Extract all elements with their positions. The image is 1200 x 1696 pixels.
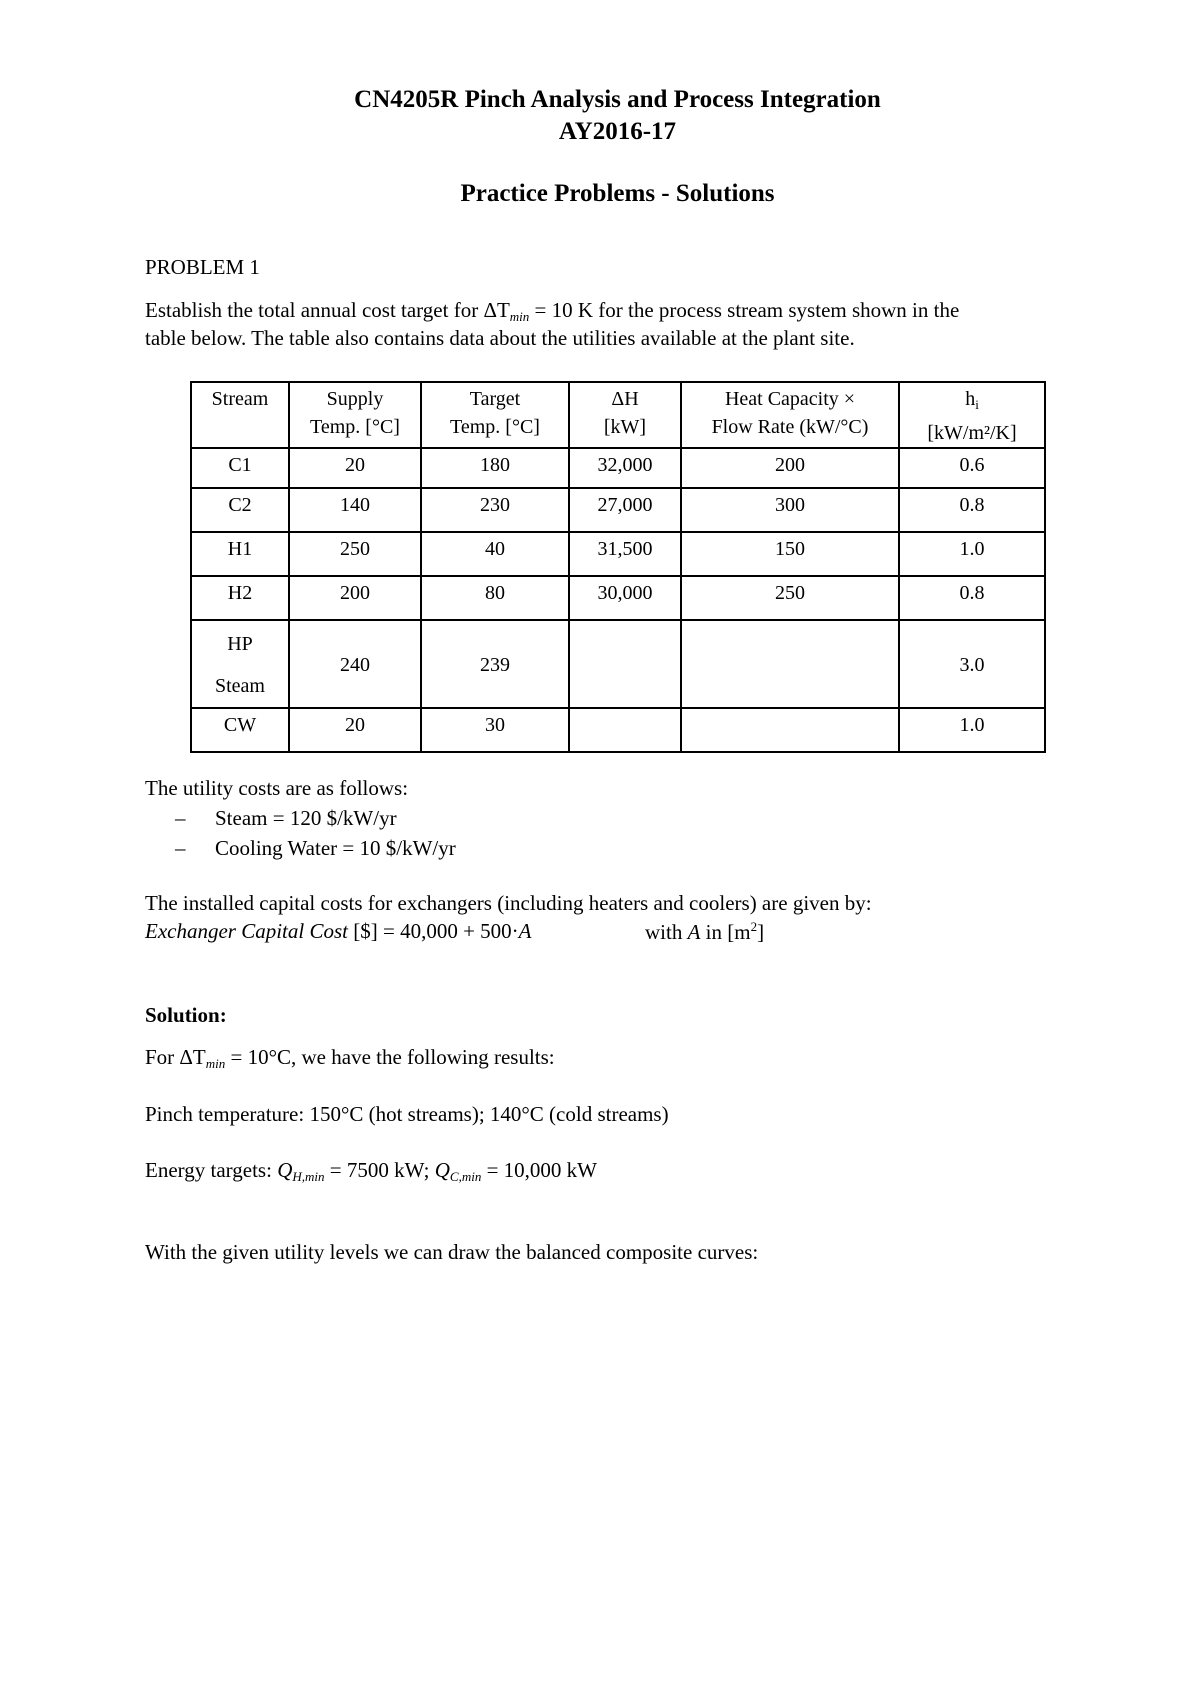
with-close: ]	[757, 920, 765, 944]
cell-h: 0.8	[899, 488, 1045, 532]
qc-var: Q	[434, 1158, 450, 1182]
with-text: with	[645, 920, 688, 944]
cell-dh	[569, 708, 681, 752]
cell-cp	[681, 708, 899, 752]
for-text-b: = 10°C, we have the following results:	[225, 1045, 555, 1069]
qh-val: = 7500 kW;	[324, 1158, 435, 1182]
table-row	[191, 448, 1045, 488]
with-sup: 2	[750, 919, 758, 934]
header-target-l2: Temp. [°C]	[450, 416, 540, 438]
cell-target: 239	[421, 620, 569, 708]
header-h-letter: h	[965, 388, 976, 410]
cell-h: 1.0	[899, 708, 1045, 752]
cell-dh: 31,500	[569, 532, 681, 576]
cell-dh: 32,000	[569, 448, 681, 488]
document-title: Practice Problems - Solutions	[460, 180, 775, 207]
header-stream	[191, 382, 289, 448]
cell-cp: 300	[681, 488, 899, 532]
cell-supply: 140	[289, 488, 421, 532]
formula-var: A	[518, 919, 532, 943]
problem-label: PROBLEM 1	[145, 255, 260, 279]
cell-h: 0.6	[899, 448, 1045, 488]
table-row	[191, 708, 1045, 752]
cell-cp: 200	[681, 448, 899, 488]
bullet-dash: –	[175, 836, 186, 860]
cell-stream: C2	[191, 488, 289, 532]
utility-item-steam	[175, 806, 397, 831]
cell-supply: 20	[289, 448, 421, 488]
cell-supply: 200	[289, 576, 421, 620]
header-h-l2: [kW/m²/K]	[927, 422, 1017, 444]
cell-stream: H1	[191, 532, 289, 576]
problem-intro-line1	[145, 298, 959, 325]
cell-dh	[569, 620, 681, 708]
cell-cp: 150	[681, 532, 899, 576]
cell-supply: 240	[289, 620, 421, 708]
cell-stream-l2: Steam	[215, 675, 265, 697]
course-title: CN4205R Pinch Analysis and Process Integration	[354, 86, 881, 113]
header-target-temp	[421, 382, 569, 448]
bullet-dash: –	[175, 806, 186, 830]
cell-h: 0.8	[899, 576, 1045, 620]
utility-item-cooling-water	[175, 836, 456, 861]
cell-dh: 27,000	[569, 488, 681, 532]
with-var: A	[687, 920, 701, 944]
header-cp-l2: Flow Rate (kW/°C)	[711, 416, 869, 438]
header-h-sub: i	[975, 397, 979, 412]
formula-rest: [$] = 40,000 + 500·	[348, 919, 519, 943]
cell-stream: H2	[191, 576, 289, 620]
cell-cp: 250	[681, 576, 899, 620]
header-dh-l1: ΔH	[611, 388, 639, 410]
academic-year: AY2016-17	[558, 118, 677, 145]
for-sub: min	[205, 1056, 226, 1071]
cell-stream-l1: HP	[227, 633, 253, 655]
table-row	[191, 532, 1045, 576]
cell-stream	[191, 620, 289, 708]
cell-h: 3.0	[899, 620, 1045, 708]
capital-formula	[145, 919, 532, 944]
cell-target: 180	[421, 448, 569, 488]
problem-intro-line2: table below. The table also contains data about the utilities available at the plant site.	[145, 326, 855, 350]
qc-val: = 10,000 kW	[481, 1158, 598, 1182]
for-text-a: For ΔT	[145, 1045, 206, 1069]
header-target-l1: Target	[469, 388, 521, 410]
cell-supply: 20	[289, 708, 421, 752]
cell-target: 80	[421, 576, 569, 620]
utility-steam-text: Steam = 120 $/kW/yr	[215, 806, 397, 830]
utility-intro: The utility costs are as follows:	[145, 776, 409, 800]
solution-heading: Solution:	[145, 1003, 227, 1027]
qc-sub: C,min	[449, 1169, 482, 1184]
capital-units	[645, 919, 764, 945]
cell-stream: CW	[191, 708, 289, 752]
header-supply-l1: Supply	[326, 388, 384, 410]
header-supply-temp	[289, 382, 421, 448]
solution-intro	[145, 1045, 555, 1072]
qh-sub: H,min	[292, 1169, 325, 1184]
cell-supply: 250	[289, 532, 421, 576]
stream-data-table	[190, 381, 1046, 753]
intro-text-a: Establish the total annual cost target for ΔT	[145, 298, 510, 322]
table-row	[191, 576, 1045, 620]
energy-label: Energy targets:	[145, 1158, 278, 1182]
closing-sentence: With the given utility levels we can draw the balanced composite curves:	[145, 1240, 759, 1264]
intro-sub: min	[509, 309, 530, 324]
cell-dh: 30,000	[569, 576, 681, 620]
cell-target: 230	[421, 488, 569, 532]
cell-h: 1.0	[899, 532, 1045, 576]
header-supply-l2: Temp. [°C]	[310, 416, 400, 438]
energy-targets	[145, 1158, 597, 1185]
cell-cp	[681, 620, 899, 708]
utility-cw-text: Cooling Water = 10 $/kW/yr	[215, 836, 456, 860]
cell-stream: C1	[191, 448, 289, 488]
formula-label: Exchanger Capital Cost	[145, 919, 348, 943]
cell-target: 40	[421, 532, 569, 576]
header-dh-l2: [kW]	[603, 416, 647, 438]
header-heat-capacity	[681, 382, 899, 448]
header-cp-l1: Heat Capacity ×	[724, 388, 856, 410]
intro-text-b: = 10 K for the process stream system shown in the	[529, 298, 960, 322]
cell-target: 30	[421, 708, 569, 752]
header-delta-h	[569, 382, 681, 448]
header-film-coefficient	[899, 382, 1045, 448]
header-stream-text: Stream	[211, 388, 269, 410]
header-h-l1	[902, 385, 1042, 419]
with-rest: in [m	[700, 920, 751, 944]
qh-var: Q	[277, 1158, 293, 1182]
pinch-temperature: Pinch temperature: 150°C (hot streams); 140°C (cold streams)	[145, 1102, 669, 1126]
capital-intro: The installed capital costs for exchangers (including heaters and coolers) are given by:	[145, 891, 872, 915]
table-row	[191, 620, 1045, 708]
table-row	[191, 488, 1045, 532]
table-header-row	[191, 382, 1045, 448]
